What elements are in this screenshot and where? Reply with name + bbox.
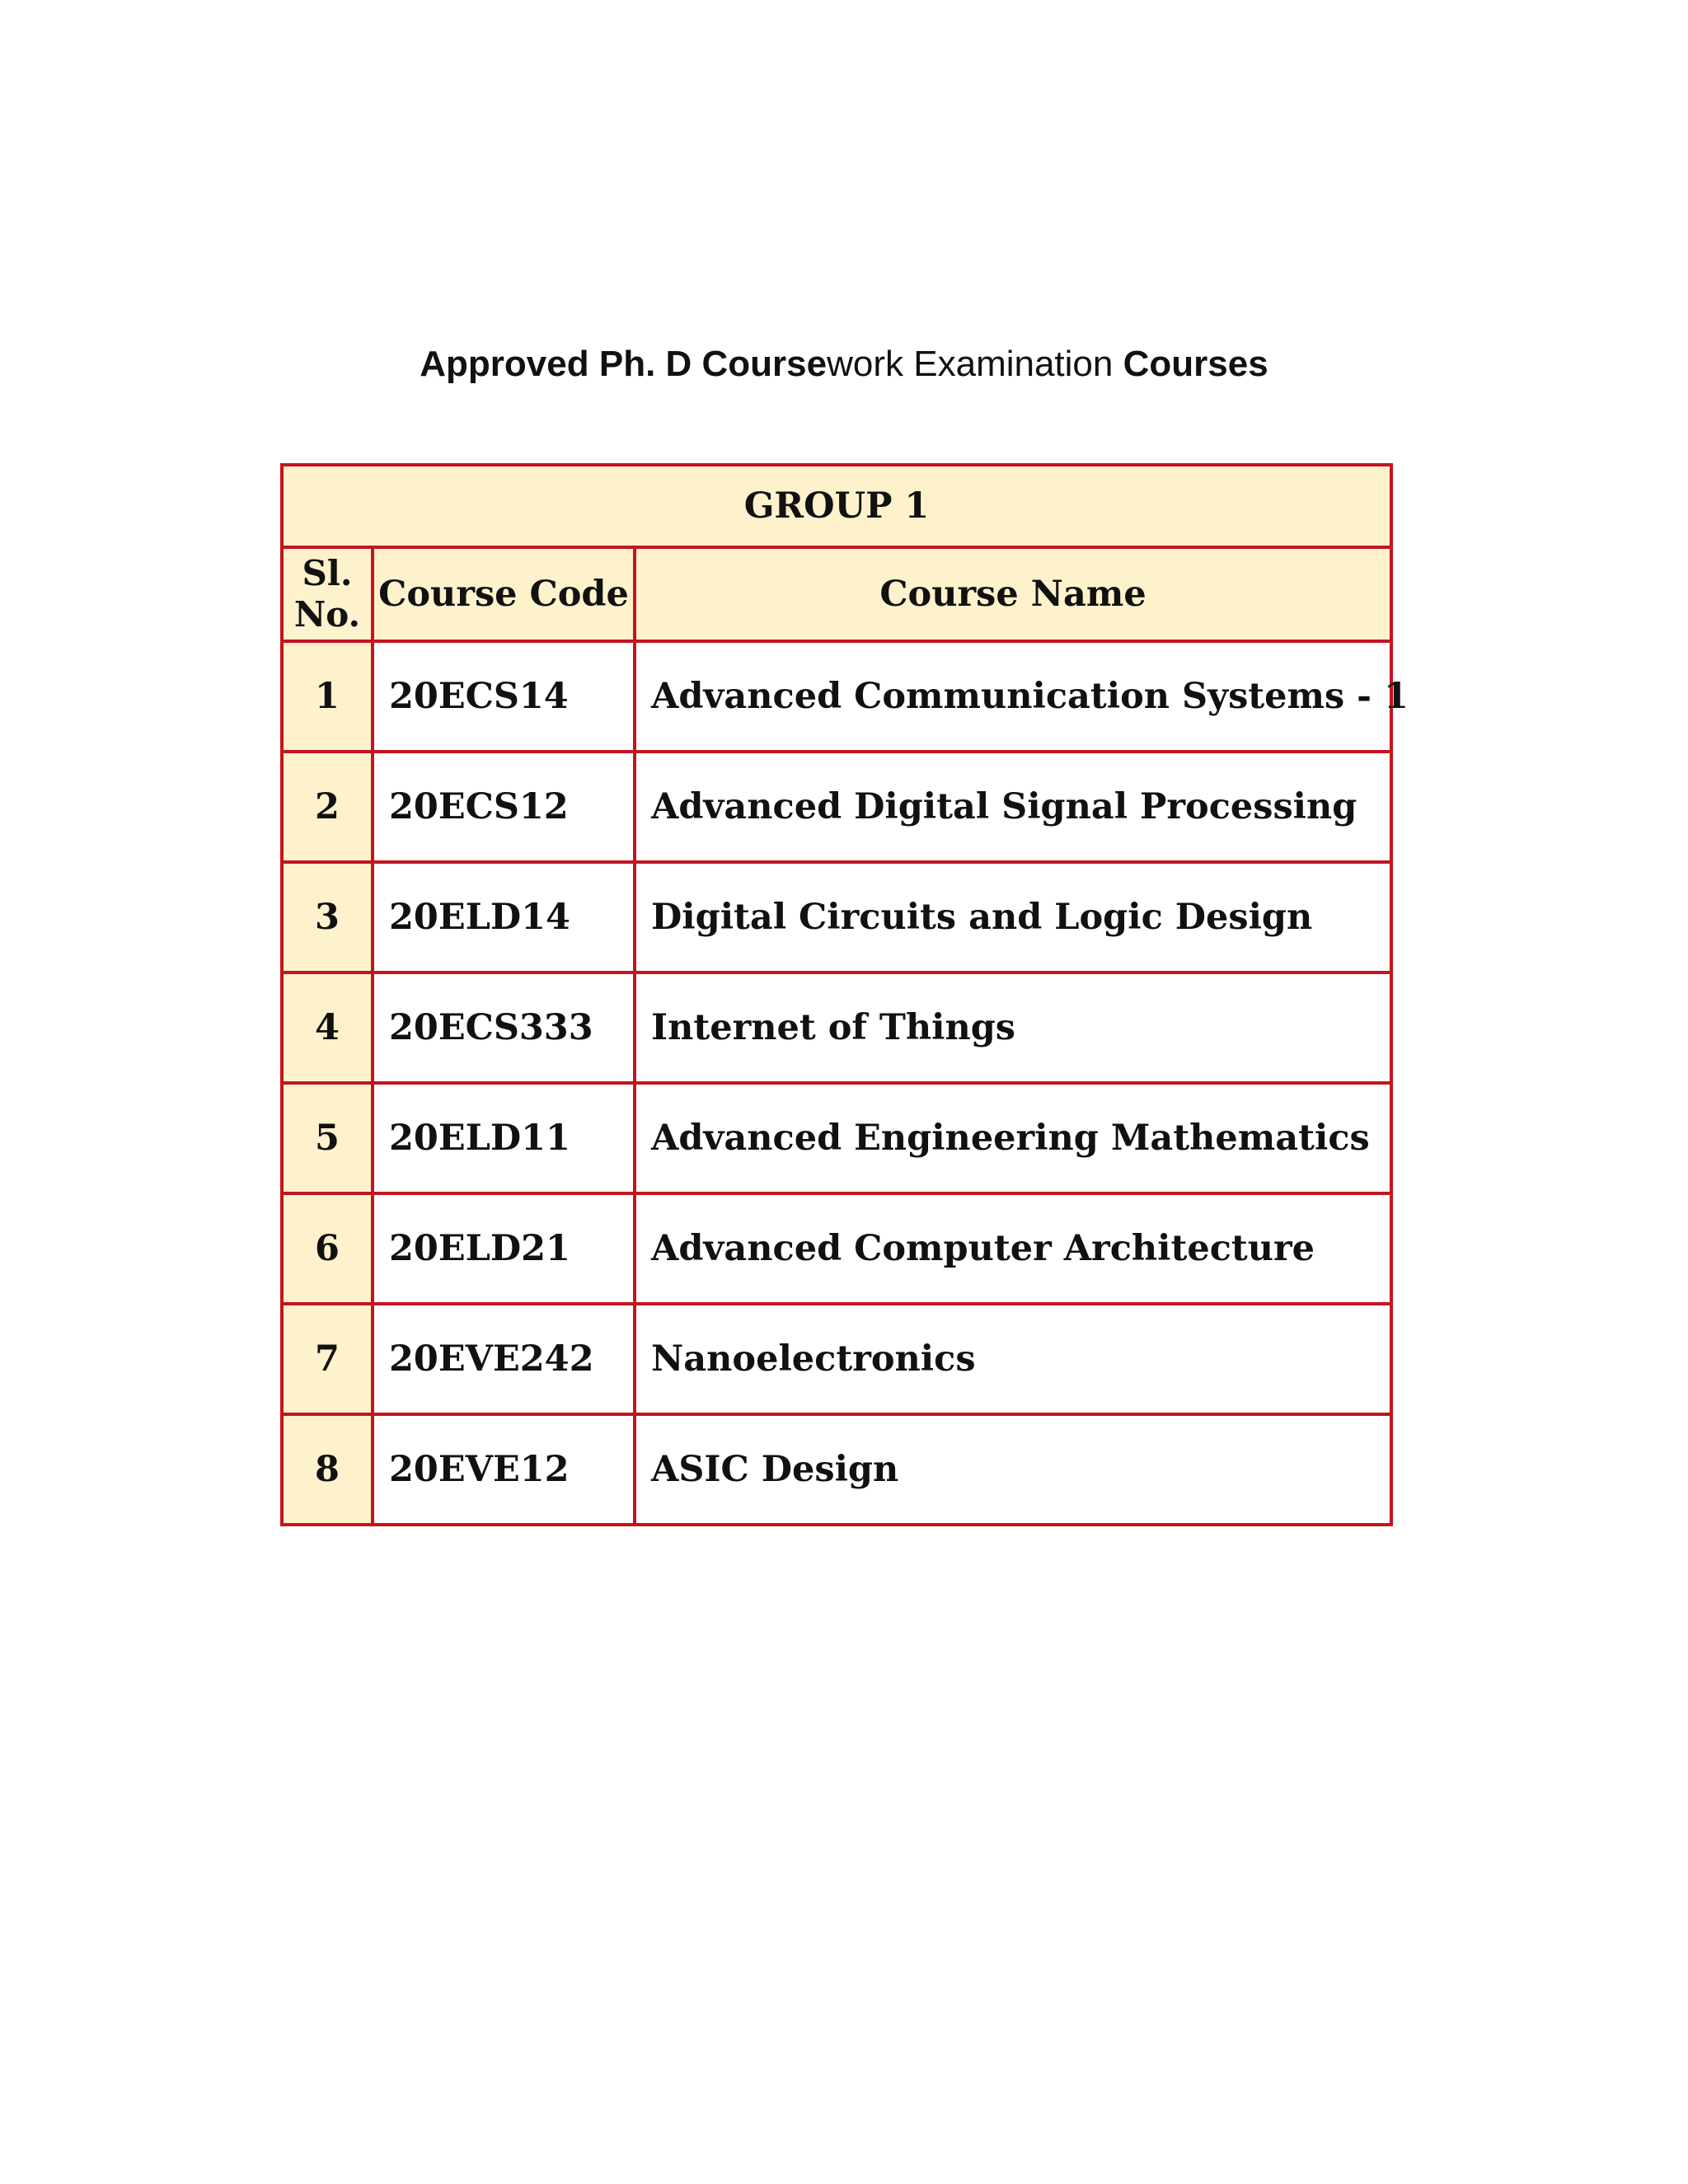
row-sl-no: 1	[282, 641, 373, 752]
row-course-code: 20ECS333	[373, 972, 635, 1083]
table-row	[282, 1304, 1391, 1414]
row-sl-no: 5	[282, 1083, 373, 1193]
row-course-code: 20ELD14	[373, 862, 635, 972]
row-course-name: Digital Circuits and Logic Design	[635, 862, 1391, 972]
title-part-bold-1: Approved Ph. D Course	[420, 344, 828, 384]
row-sl-no: 6	[282, 1193, 373, 1304]
page-title	[0, 340, 1688, 389]
table-row	[282, 752, 1391, 862]
table-row	[282, 641, 1391, 752]
row-course-name: Advanced Computer Architecture	[635, 1193, 1391, 1304]
row-sl-no: 4	[282, 972, 373, 1083]
header-sl-line1: Sl.	[302, 553, 353, 593]
title-part-bold-2: Courses	[1123, 344, 1268, 384]
row-sl-no: 2	[282, 752, 373, 862]
row-course-name: Advanced Digital Signal Processing	[635, 752, 1391, 862]
header-course-code: Course Code	[373, 547, 635, 641]
row-course-name: Advanced Engineering Mathematics	[635, 1083, 1391, 1193]
row-course-name: Nanoelectronics	[635, 1304, 1391, 1414]
row-sl-no: 7	[282, 1304, 373, 1414]
row-sl-no: 8	[282, 1414, 373, 1525]
table-row	[282, 1414, 1391, 1525]
table-row	[282, 972, 1391, 1083]
courses-table	[280, 463, 1409, 1526]
title-part-normal: work Examination	[827, 344, 1114, 384]
group-row	[282, 465, 1391, 547]
row-course-code: 20ELD21	[373, 1193, 635, 1304]
header-row	[282, 547, 1391, 641]
header-course-name: Course Name	[635, 547, 1391, 641]
table-row	[282, 1083, 1391, 1193]
row-course-code: 20ECS14	[373, 641, 635, 752]
row-course-name: Internet of Things	[635, 972, 1391, 1083]
row-course-code: 20ECS12	[373, 752, 635, 862]
row-course-name: Advanced Communication Systems - 1	[635, 641, 1391, 752]
row-course-code: 20ELD11	[373, 1083, 635, 1193]
row-course-code: 20EVE12	[373, 1414, 635, 1525]
table-row	[282, 1193, 1391, 1304]
header-sl-line2: No.	[293, 594, 361, 635]
header-sl-no	[282, 547, 373, 641]
row-sl-no: 3	[282, 862, 373, 972]
group-label: GROUP 1	[282, 465, 1391, 547]
table-row	[282, 862, 1391, 972]
row-course-code: 20EVE242	[373, 1304, 635, 1414]
row-course-name: ASIC Design	[635, 1414, 1391, 1525]
